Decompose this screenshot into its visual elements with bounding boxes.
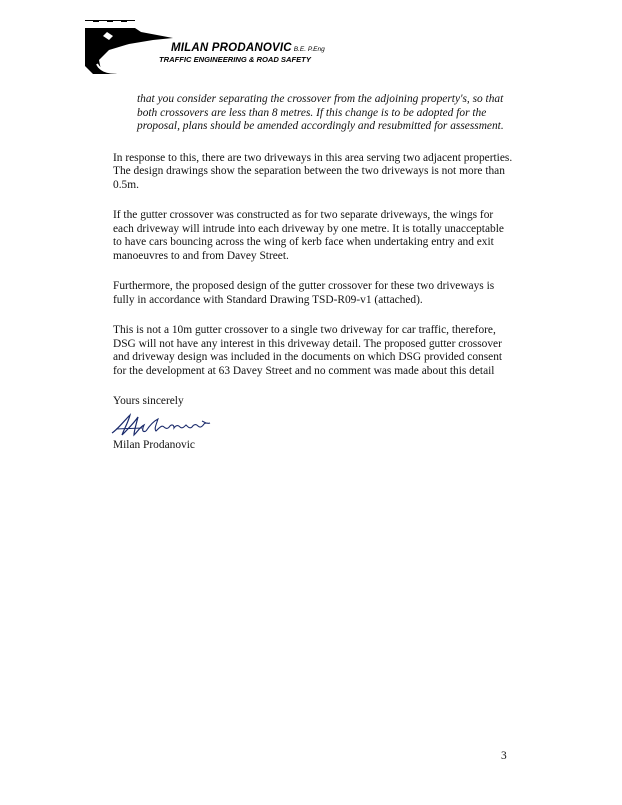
credentials: B.E. P.Eng (293, 46, 325, 53)
signer-name: Milan Prodanovic (113, 438, 195, 451)
letterhead-logo (83, 14, 343, 78)
paragraph-dsg-interest: This is not a 10m gutter crossover to a single two driveway for car traffic, therefore, DSG will not have any interest in this driveway detail. The proposed gutter crossover and driveway design was included in the documents on which DSG provided consent for the development at 63 Davey Street and no comment was made about this detail (113, 324, 503, 377)
company-tagline: TRAFFIC ENGINEERING & ROAD SAFETY (159, 55, 311, 64)
paragraph-standard-drawing: Furthermore, the proposed design of the gutter crossover for these two driveways is fully in accordance with Standard Drawing TSD-R09-v1 (attached). (113, 280, 495, 306)
paragraph-gutter-crossover: If the gutter crossover was constructed as for two separate driveways, the wings for each driveway will intrude into each driveway by one metre. It is totally unacceptable to have cars bouncing across the wing of kerb face when undertaking entry and exit manoeuvres to and from Davey Street. (113, 209, 504, 262)
page-number: 3 (501, 750, 507, 762)
signature-image (110, 411, 220, 439)
closing: Yours sincerely (113, 395, 184, 407)
paragraph-response: In response to this, there are two driveways in this area serving two adjacent properties. The design drawings show the separation between the two driveways is not more than 0.5m. (113, 151, 513, 191)
letter-body (113, 93, 513, 452)
company-name: MILAN PRODANOVIC B.E. P.Eng (171, 42, 325, 54)
quoted-request: that you consider separating the crossover from the adjoining property's, so that both crossovers are less than 8 metres. If this change is to be adopted for the proposal, plans should be amended accordingly and resubmitted for assessment. (137, 93, 504, 132)
